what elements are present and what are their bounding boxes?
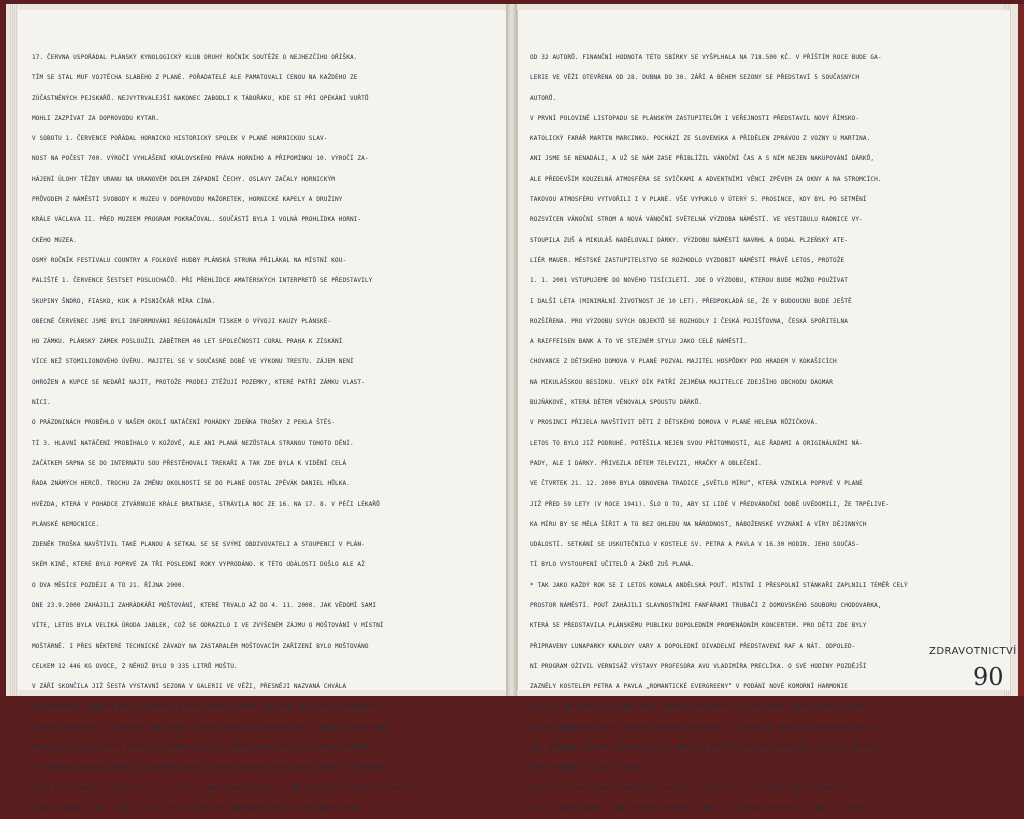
handwritten-line: KA MÍRU BY SE MĚLA ŠÍŘIT A TO BEZ OHLEDU NA NÁRODNOST, NÁBOŽENSKÉ VYZNÁNÍ A VÍRY DĚJINNÝCH <box>530 520 867 528</box>
handwritten-line: O PRÁZDNINÁCH PROBĚHLO V NAŠEM OKOLÍ NATÁČENÍ POHÁDKY ZDEŇKA TROŠKY Z PEKLA ŠTĚS- <box>32 419 335 427</box>
handwritten-line: TÍ 3. HLAVNÍ NATÁČENÍ PROBÍHALO V KOŽOVĚ, ALE ANI PLANÁ NEZŮSTALA STRANOU TOHOTO DĚNÍ. <box>32 439 354 447</box>
handwritten-line: PALIŠTĚ 1. ČERVENCE ŠESTSET POSLUCHAČŮ. PŘI PŘEHLÍDCE AMATÉRSKÝCH INTERPRETŮ SE PŘEDSTAVILY <box>32 277 373 285</box>
handwritten-line: TEM. BOHUŽEL, CHLADNÉ A DEŠTIVÉ POČASÍ MNOHÉ OD NÁVŠTĚVY KONCERTU ODRADILO. ALE I TAK LETOŠNÍ <box>530 744 878 752</box>
handwritten-line: HVĚZDA, KTERÁ V POHÁDCE ZTVÁRNUJE KRÁLE BRATBASE, STRÁVILA NOC ZE 16. NA 17. 8. V PÉČI LÉKAŘŮ <box>32 500 380 508</box>
handwritten-line: VÍTE, LETOS BYLA VELIKÁ ÚRODA JABLEK, COŽ SE ODRAZILO I VE ZVÝŠENÉM ZÁJMU O MOŠTOVÁNÍ V MÍSTNÍ <box>32 622 384 630</box>
handwritten-line: A RAIFFEISEN BANK A TO VE STEJNÉM STYLU JAKO CELÉ NÁMĚSTÍ. <box>530 338 747 346</box>
left-page-edges <box>10 4 18 696</box>
handwritten-line: NA MIKULÁŠSKOU BESÍDKU. VELKÝ DÍK PATŘÍ ZEJMÉNA MAJITELCE ZDEJŠÍHO OBCHODU DAGMAR <box>530 378 833 386</box>
handwritten-line: KRÁLE VÁCLAVA II. PŘED MUZEEM PROGRAM POKRAČOVAL. SOUČÁSTÍ BYLA I VOLNÁ PROHLÍDKA HORNI- <box>32 216 362 224</box>
handwritten-line: ZAZNĚLY KOSTELEM PETRA A PAVLA „ROMANTICKÉ EVERGREENY“ V PODÁNÍ NOVÉ KOMORNÍ HARMONIE <box>530 683 848 691</box>
handwritten-line: DRTIVÁ VĚTŠINA PLÁNSKÝCH OBČANŮ ANI NETUŠÍ, ŽE NA ÚZEMÍ JEJICH MĚSTA PŮSOBÍ JEDEN Z NEJ- <box>530 784 860 792</box>
handwritten-line: NÍ PROGRAM OŽIVIL VERNISÁŽ VÝSTAVY PROFESORA AVU VLADIMÍRA PRECLÍKA. O SVÉ HODINY POZDĚJŠÍ <box>530 662 867 670</box>
handwritten-line: CELKEM 12 446 KG OVOCE, Z NĚHOŽ BYLO 9 335 LITRŮ MOŠTU. <box>32 662 238 670</box>
handwritten-line: ANI JSME SE NENADÁLI, A UŽ SE NÁM ZASE PŘIBLÍŽIL VÁNOČNÍ ČAS A S NÍM NEJEN NAKUPOVÁNÍ DÁRKŮ, <box>530 155 875 163</box>
section-stamp: ZDRAVOTNICTVÍ <box>929 646 1017 657</box>
handwritten-line: ZÚČASTNĚNÝCH PEJSKAŘŮ. NEJVYTRVALEJŠÍ NAKONEC ZABODLI K TÁBOŘÁKU, KDE SI PŘI OPÉKÁNÍ VUŘTŮ <box>32 94 369 102</box>
handwritten-line: KTERÁ SE PŘEDSTAVILA PLÁNSKÉMU PUBLIKU DOPOLEDNÍM PROMENÁDNÍM KONCERTEM. PRO DĚTI ZDE BYLY <box>530 622 867 630</box>
handwritten-line: ZDENĚK TROŠKA NAVŠTÍVIL TAKÉ PLANOU A SETKAL SE SE SVÝMI OBDIVOVATELI A STOUPENCI V PLÁN- <box>32 541 365 549</box>
handwritten-line: MOŠTÁRNĚ. I PŘES NĚKTERÉ TECHNICKÉ ZÁVADY NA ZASTARALÉM MOŠTOVACÍM ZAŘÍZENÍ BYLO MOŠTOVÁNO <box>32 642 369 650</box>
handwritten-line: TAKOVOU ATMOSFÉRU VYTVOŘILI I V PLANÉ. VŠE VYPUKLO V ÚTERÝ 5. PROSINCE, KDY BYL PO SETMĚNÍ <box>530 196 867 204</box>
handwritten-line: ZAČÁTKEM SRPNA SE DO INTERNÁTU SOU PŘESTĚHOVALI TREKAŘI A TAK ZDE BYLA K VIDĚNÍ CELÁ <box>32 459 347 467</box>
handwritten-line: 1. 1. 2001 VSTUPUJEME DO NOVÉHO TISÍCILETÍ. JDE O VÝZDOBU, KTEROU BUDE MOŽNO POUŽÍVAT <box>530 277 848 285</box>
left-page-text <box>32 48 502 819</box>
handwritten-line: SEZONNÍ MODERNÍHO UMĚNÍ. POUTOVÝ MARATON POKRAČOVAL V 19 HODIN NA KOUPALIŠTI ROCKOVÝM KONCER- <box>530 723 878 731</box>
handwritten-line: DNE 23.9.2000 ZAHÁJILI ZAHRÁDKÁŘI MOŠTOVÁNÍ, KTERÉ TRVALO AŽ DO 4. 11. 2000. JAK VĚDOMÍ SAMI <box>32 602 377 610</box>
handwritten-line: HÁJENÍ ÚLOHY TĚŽBY URANU NA URANOVÉM DOLEM ZÁPADNÍ ČECHY. OSLAVY ZAČALY HORNICKÝM <box>32 175 335 183</box>
handwritten-line: * TAK JAKO KAŽDÝ ROK SE I LETOS KONALA ANDĚLSKÁ POUŤ. MÍSTNÍ I PŘESPOLNÍ STÁNKAŘI ZAPLNILI TÉMĚŘ CELÝ <box>530 581 908 589</box>
handwritten-line: LETOS TO BYLO JIŽ PODRUHÉ. POTĚŠILA NEJEN SVOU PŘÍTOMNOSTÍ, ALE ŘADAMI A ORIGINÁLNÍMI NÁ- <box>530 439 863 447</box>
handwritten-line: VE ČTVRTEK 21. 12. 2000 BYLA OBNOVENA TRADICE „SVĚTLO MÍRU“, KTERÁ VZNIKLA POPRVÉ V PLANÉ <box>530 480 863 488</box>
handwritten-line: STOUPILA ZUŠ A MIKULÁŠ NADĚLOVALI DÁRKY. VÝZDOBU NÁMĚSTÍ NAVRHL A DODAL PLZEŇSKÝ ATE- <box>530 236 848 244</box>
handwritten-line: PADY, ALE I DÁRKY. PŘIVEZLA DĚTEM TELEVIZI, HRAČKY A OBLEČENÍ. <box>530 459 762 467</box>
handwritten-line: 17. ČERVNA USPOŘÁDAL PLÁNSKÝ KYNOLOGICKÝ KLUB DRUHÝ ROČNÍK SOUTĚŽE O NEJHEZČÍHO OŘÍŠKA. <box>32 54 358 61</box>
handwritten-line: V PRVNÍ POLOVINĚ LISTOPADU SE PLÁNSKÝM ZASTUPITELŮM I VEŘEJNOSTI PŘEDSTAVIL NOVÝ ŘÍMSKO- <box>530 114 860 122</box>
handwritten-line: BUJŇÁKOVÉ, KTERÁ DĚTEM VĚNOVALA SPOUSTU DÁRKŮ. <box>530 399 703 407</box>
handwritten-line: NÍCI. <box>32 399 51 407</box>
handwritten-line: POUŤ PROBĚHLA V KLIDU A POHODĚ. <box>530 764 646 772</box>
handwritten-line: V ZÁŘÍ SKONČILA JIŽ ŠESTÁ VÝSTAVNÍ SEZONA V GALERII VE VĚŽI, PŘESNĚJI NAZVANÁ CHVÁLA <box>32 683 347 691</box>
handwritten-line: ALE PŘEDEVŠÍM KOUZELNÁ ATMOSFÉRA SE SVÍČKAMI A ADVENTNÍMI VĚNCI ZPĚVEM ZA OKNY A NA STROMCÍCH. <box>530 175 882 183</box>
handwritten-line: KATOLICKÝ FARÁŘ MARTIN MARCINKO. POCHÁZÍ ZE SLOVENSKA A PŘIDĚLEN ZPRÁVOU Z VOZNY U MARTINA. <box>530 135 871 143</box>
handwritten-line: AUTORŮ. <box>530 94 557 102</box>
handwritten-line: DÍLŮM V HODNOTĚ 187.500 KČ. V TÉTO DOBĚ ČÍTÁ KOLEKCE MODERNÍHO UMĚNÍ 42 VÝTVARNÝCH PRACÍ <box>32 804 362 812</box>
handwritten-line: NOST NA POČEST 700. VÝROČÍ VYHLÁŠENÍ KRÁLOVSKÉHO PRÁVA HORNÍHO A PŘIPOMÍNKU 10. VÝROČÍ ZA- <box>32 155 369 163</box>
handwritten-line: JIŽ PŘED 59 LETY (V ROCE 1941). ŠLO O TO, ABY SI LIDÉ V PŘEDVÁNOČNÍ DOBĚ UVĚDOMILI, ŽE TRPĚLIVE- <box>530 500 890 508</box>
book-cover-edge <box>1018 4 1024 696</box>
handwritten-line: SKÉM KINĚ, KTERÉ BYLO POPRVÉ ZA TŘI POSLEDNÍ ROKY VYPRODÁNO. K TÉTO UDÁLOSTI DOŠLO ALE AŽ <box>32 561 365 569</box>
handwritten-line: OBECNÉ ČERVENEC JSME BYLI INFORMOVÁNI REGIONÁLNÍM TISKEM O VÝVOJI KAUZY PLÁNSKÉ- <box>32 317 332 325</box>
handwritten-line: O DVA MĚSÍCE POZDĚJI A TO 21. ŘÍJNA 2000. <box>32 581 186 589</box>
handwritten-line: CHOVANCE Z DĚTSKÉHO DOMOVA V PLANÉ POZVAL MAJITEL HOSPŮDKY POD HRADEM V KOKAŠICÍCH <box>530 358 837 366</box>
handwritten-line: TÍM SE STAL MUF VOJTĚCHA SLABÉHO Z PLANÉ. POŘADATELÉ ALE PAMATOVALI CENOU NA KAŽDÉHO ZE <box>32 74 358 82</box>
handwritten-line: OD 32 AUTORŮ. FINANČNÍ HODNOTA TÉTO SBÍRKY SE VYŠPLHALA NA 718.500 KČ. V PŘÍŠTÍM ROCE BUDE GA- <box>530 54 882 61</box>
handwritten-line: I DALŠÍ LÉTA (MINIMÁLNÍ ŽIVOTNOST JE 10 LET). PŘEDPOKLÁDÁ SE, ŽE V BUDOUCNU BUDE JEŠTĚ <box>530 297 852 305</box>
handwritten-line: ARCHITEKTURY. STŘEŽENÍ MĚSÍCE ČERVENCE A SRPEN PATŘILY DVĚMA SOUČASNÝM ŠPIČKOVÝM VÝTVARNÍKŮM <box>32 703 377 711</box>
handwritten-line: SPOLEČNOU VÝSTAVOU ŠÁRKY TRČKOVÉ A JIŘÍHO PLIEŠTIKA. ZÁPADOČESKÉ UMĚLCE ZASTUPOVAL ARCHITEKT <box>32 744 377 752</box>
handwritten-line: PŘIPRAVENY LUNAPARKY KARLOVY VARY A DOPOLEDNÍ DIVADELNÍ PŘEDSTAVENÍ RAF A NÁT. ODPOLED- <box>530 642 856 650</box>
handwritten-line: HO ZÁMKU. PLÁNSKÝ ZÁMEK POSLOUŽIL ZÁBĚTREM 40 LET SPOLEČNOSTI CORAL PRAHA K ZÍSKÁNÍ <box>32 338 343 346</box>
right-page <box>517 10 1017 812</box>
handwritten-line: OSMÝ ROČNÍK FESTIVALU COUNTRY A FOLKOVÉ HUDBY PLÁNSKÁ STRUNA PŘILÁKAL NA MÍSTNÍ KOU- <box>32 256 347 264</box>
left-page <box>18 10 507 812</box>
handwritten-line: VĚTŠÍCH ZAMĚSTNAVATELŮ NA TACHOVSKU OKRESE. I KDYŽ SE TO NEZDÁ, NEMOCNICE PLANÁ JE ČTVRTÝM <box>530 804 867 812</box>
page-number: 90 <box>973 663 1004 691</box>
handwritten-line: PLÁNSKÉ NEMOCNICE. <box>32 520 100 528</box>
handwritten-line: ŘADA ZNÁMÝCH HERCŮ. TROCHU ZA ZMĚNU OKOLNOSTÍ SE DO PLANÉ DOSTAL ZPĚVÁK DANIEL HŮLKA. <box>32 480 350 488</box>
handwritten-line: LERIE VE VĚŽI OTEVŘENA OD 28. DUBNA DO 30. ZÁŘÍ A BĚHEM SEZONY SE PŘEDSTAVÍ 5 SOUČASNÝCH <box>530 74 860 82</box>
handwritten-line: VÍCE NEŽ STOMILIONOVÉHO ÚVĚRU. MAJITEL SE V SOUČASNÉ DOBĚ VE VÝKONU TRESTU. ZÁJEM NENÍ <box>32 358 354 366</box>
right-page-text <box>530 48 1006 819</box>
handwritten-line: ROZSVÍCEN VÁNOČNÍ STROM A NOVÁ VÁNOČNÍ SVĚTELNÁ VÝZDOBA NÁMĚSTÍ. VE VESTIBULU RADNICE VY- <box>530 216 863 224</box>
handwritten-line: JIŘÍMU ŠALAMOUNOVI A VLADIMÍRU PRECLÍKOVI. PLAKÁT GENERACE VÝTVARNÍKŮ BYLA V GALERII ZASTOUPENA <box>32 723 388 731</box>
handwritten-line: PRŮVODEM Z NÁMĚSTÍ SVOBODY K MUZEU V DOPROVODU MAŽORETEK, HORNICKÉ KAPELY A DRUŽINY <box>32 196 343 204</box>
handwritten-line: PROSTOR NÁMĚSTÍ. POUŤ ZAHÁJILI SLAVNOSTNÍMI FANFÁRAMI TRUBAČI Z DOMOVSKÉHO SOUBORU CHODOVARKA, <box>530 602 882 610</box>
handwritten-line: V PROSINCI PŘIJELA NAVŠTÍVIT DĚTI Z DĚTSKÉHO DOMOVA V PLANÉ HELENA RŮŽIČKOVÁ. <box>530 419 819 427</box>
handwritten-line: CKÉHO MUZEA. <box>32 236 77 244</box>
handwritten-line: MOHLI ZAZPÍVAT ZA DOPROVODU KYTAR. <box>32 114 160 122</box>
handwritten-line: ŠESTI MĚSÍCŮ NAVŠTÍVILO GALERII 1122 PLATÍCÍCH NÁVŠTĚVNÍKŮ A MĚSTO PLANÁ ZÍSKALO DÍKY NOVÝM VÝTVARNÝM <box>32 784 410 792</box>
book-gutter <box>506 4 517 696</box>
handwritten-line: UDÁLOSTÍ. SETKÁNÍ SE USKUTEČNILO V KOSTELE SV. PETRA A PAVLA V 16.30 HODIN. JEHO SOUČÁS- <box>530 541 860 549</box>
handwritten-line: SKUPINY ŠNDRO, FIASKO, KUK A PÍSNIČKÁŘ MÍRA CÍNA. <box>32 297 216 305</box>
handwritten-line: V SOBOTU 1. ČERVENCE POŘÁDAL HORNICKO HISTORICKÝ SPOLEK V PLANÉ HORNICKOU SLAV- <box>32 135 328 143</box>
open-book <box>6 4 1018 812</box>
handwritten-line: Z PLZNĚ. NÁVŠTĚVNÍCI KONCERTU MĚLI MOŽNOST PROHLÉDNOUT SI JAKO PRVNÍ I NOVĚ NAINSTALOVANOU <box>530 703 867 711</box>
handwritten-line: OHROŽEN A KUPCE SE NEDAŘÍ NAJÍT, PROTOŽE PRODEJ ZTĚŽUJÍ POZEMKY, KTERÉ PATŘÍ ZÁMKU VLAST- <box>32 378 365 386</box>
handwritten-line: ROZŠÍŘENA. PRO VÝZDOBU SVÝCH OBJEKTŮ SE ROZHODLY I ČESKÁ POJIŠŤOVNA, ČESKÁ SPOŘITELNA <box>530 317 848 325</box>
handwritten-line: A VÝTVARNÍK BOHUSLAV ČAPKA JIŽ ZMÍNĚNOU KOLEKCÍ OBRAZŮ NAZVANOU CHVÁLA ARCHITEKTURY. V PRŮBĚHU <box>32 764 384 772</box>
handwritten-line: LIÉR MAUER. MĚSTSKÉ ZASTUPITELSTVO SE ROZHODLO VYZDOBIT NÁMĚSTÍ PRÁVĚ LETOS, PROTOŽE <box>530 256 845 264</box>
handwritten-line: TÍ BYLO VYSTOUPENÍ UČITELŮ A ŽÁKŮ ZUŠ PLANÁ. <box>530 561 695 569</box>
